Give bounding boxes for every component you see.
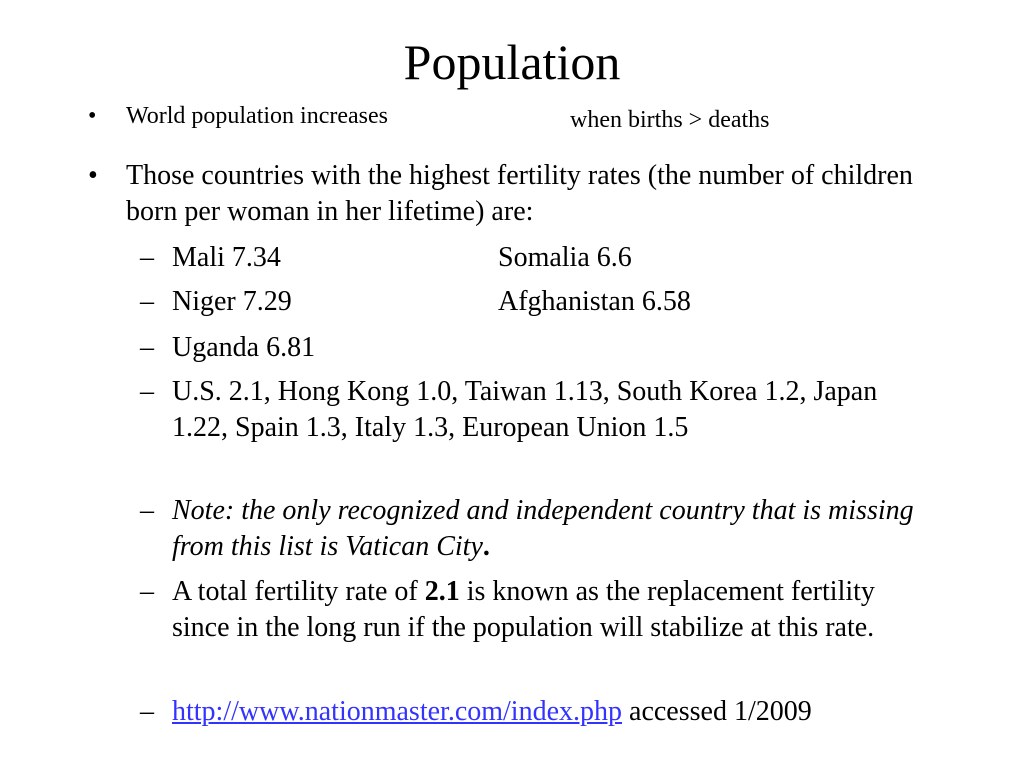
- bullet-fertility-rates-text: Those countries with the highest fertility rates (the number of children born per woman in her lifetime) are:: [126, 160, 913, 227]
- dash-glyph: –: [140, 332, 154, 363]
- list-item-uganda-text: Uganda 6.81: [172, 332, 316, 363]
- replacement-value: 2.1: [424, 576, 460, 607]
- list-item-mali-somalia: [140, 240, 940, 276]
- list-item-source-text: [172, 694, 930, 730]
- list-item-other-countries-text: U.S. 2.1, Hong Kong 1.0, Taiwan 1.13, South Korea 1.2, Japan 1.22, Spain 1.3, Italy 1.3, European Union 1.5: [172, 376, 878, 443]
- list-item-vatican-note-text: [172, 493, 940, 565]
- list-item-replacement-fertility: [140, 574, 930, 646]
- dash-glyph: –: [140, 376, 154, 407]
- dash-glyph: –: [140, 286, 154, 317]
- replacement-suffix: is known as the replacement fertility since in the long run if the population will stabilize at this rate.: [172, 576, 875, 643]
- bullet-glyph: •: [88, 160, 98, 191]
- list-item-uganda: [140, 330, 940, 366]
- list-item-niger: Niger 7.29: [172, 286, 292, 317]
- bullet-glyph: •: [88, 103, 97, 129]
- dash-glyph: –: [140, 696, 154, 727]
- dash-glyph: –: [140, 576, 154, 607]
- source-accessed: accessed 1/2009: [622, 696, 812, 727]
- list-item-vatican-note: [140, 493, 940, 565]
- source-link[interactable]: http://www.nationmaster.com/index.php: [172, 696, 623, 727]
- slide-title: Population: [403, 34, 621, 90]
- bullet-fertility-rates: [88, 158, 938, 230]
- list-item-mali: Mali 7.34: [172, 242, 281, 273]
- dash-glyph: –: [140, 495, 154, 526]
- list-item-somalia: Somalia 6.6: [498, 242, 632, 273]
- births-deaths-note: when births > deaths: [570, 107, 770, 133]
- list-item-afghanistan: Afghanistan 6.58: [498, 286, 691, 317]
- list-item-niger-afghanistan: [140, 284, 940, 320]
- replacement-prefix: A total fertility rate of: [172, 576, 425, 607]
- vatican-note-italic: Note: the only recognized and independent country that is missing from this list is Vatican City: [172, 495, 914, 562]
- vatican-note-period: .: [482, 531, 490, 562]
- bullet-world-population-text: World population increases: [126, 103, 388, 129]
- list-item-replacement-fertility-text: [172, 574, 930, 646]
- list-item-source: [140, 694, 930, 730]
- list-item-other-countries: [140, 374, 920, 446]
- dash-glyph: –: [140, 242, 154, 273]
